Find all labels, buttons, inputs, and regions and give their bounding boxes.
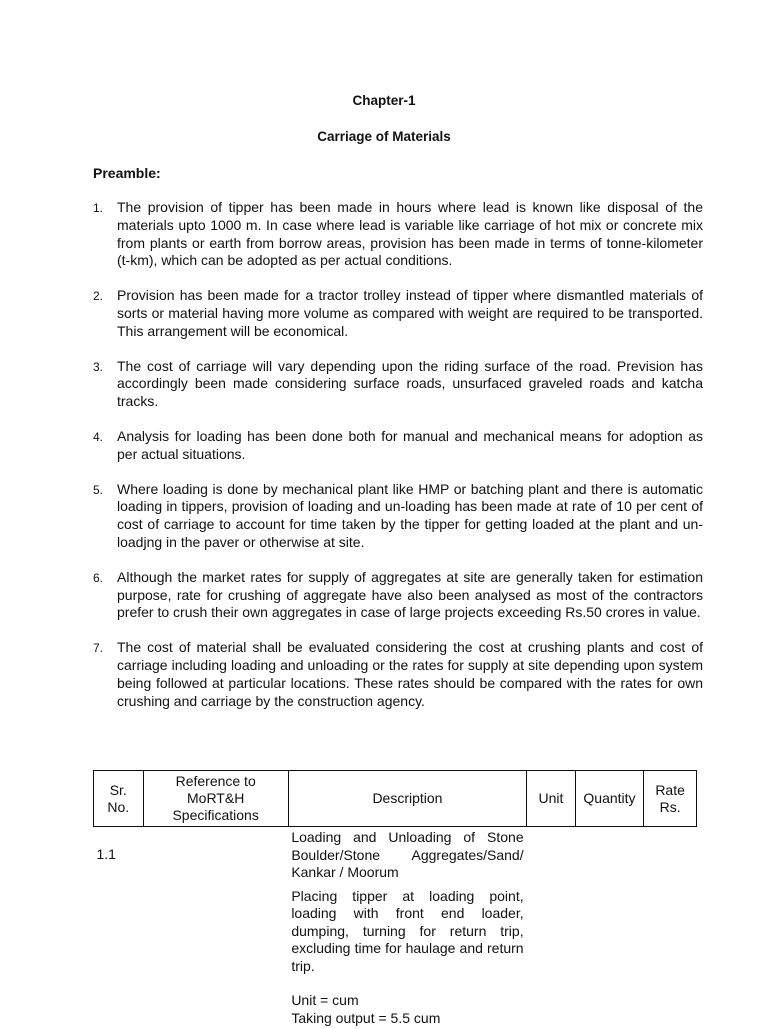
row-unit-line: Unit = cum (291, 992, 523, 1010)
list-text: Where loading is done by mechanical plant like HMP or batching plant and there is automatic loading in tippers, provision of loading and un-loading has been made at rate of 10 per cent of cost of carriage to account for time taken by the tipper for getting loaded at the plant and un-loadjng in the paver or otherwise at site. (117, 481, 703, 552)
list-text: The cost of material shall be evaluated considering the cost at crushing plants and cost of carriage including loading and unloading or the rates for supply at site depending upon system being followed at particular locations. These rates should be compared with the rates for own crushing and carriage by the construction agency. (117, 639, 703, 710)
list-item (93, 569, 703, 622)
cell-reference (143, 827, 288, 1029)
cell-quantity (575, 827, 644, 1029)
row-detail: Placing tipper at loading point, loading with front end loader, dumping, turning for return trip, excluding time for haulage and return trip. (291, 888, 523, 976)
table-row (94, 827, 697, 1029)
list-number: 5. (93, 482, 103, 500)
list-item (93, 287, 703, 340)
row-title: Loading and Unloading of Stone Boulder/Stone Aggregates/Sand/ Kankar / Moorum (291, 829, 523, 880)
list-text: Although the market rates for supply of aggregates at site are generally taken for estimation purpose, rate for crushing of aggregate have also been analysed as most of the contractors prefer to crush their own aggregates in case of large projects exceeding Rs.50 crores in value. (117, 569, 703, 622)
header-rate: Rate Rs. (644, 771, 697, 827)
preamble-label: Preamble: (93, 165, 161, 181)
list-number: 7. (93, 640, 103, 658)
cell-description (288, 827, 526, 1029)
row-output-line: Taking output = 5.5 cum (291, 1010, 523, 1028)
header-unit: Unit (527, 771, 576, 827)
list-text: Provision has been made for a tractor trolley instead of tipper where dismantled materials of sorts or material having more volume as compared with weight are required to be transported. This arrangement will be economical. (117, 287, 703, 340)
list-item (93, 199, 703, 270)
header-reference: Reference to MoRT&H Specifications (143, 771, 288, 827)
cell-rate (644, 827, 697, 1029)
list-number: 4. (93, 429, 103, 447)
list-item (93, 428, 703, 464)
specification-table (93, 770, 697, 1029)
cell-sr-no: 1.1 (94, 827, 144, 1029)
cell-unit (527, 827, 576, 1029)
list-text: Analysis for loading has been done both for manual and mechanical means for adoption as per actual situations. (117, 428, 703, 464)
header-description: Description (288, 771, 526, 827)
list-number: 6. (93, 570, 103, 588)
list-item (93, 358, 703, 411)
list-number: 1. (93, 200, 103, 218)
header-quantity: Quantity (575, 771, 644, 827)
list-item (93, 481, 703, 552)
spacer (291, 975, 523, 992)
list-text: The provision of tipper has been made in hours where lead is known like disposal of the materials upto 1000 m. In case where lead is variable like carriage of hot mix or concrete mix from plants or earth from borrow areas, provision has been made in terms of tonne-kilometer (t-km), which can be adopted as per actual conditions. (117, 199, 703, 270)
preamble-list (93, 199, 703, 727)
list-text: The cost of carriage will vary depending upon the riding surface of the road. Prevision has accordingly been made considering surface roads, unsurfaced graveled roads and katcha tracks. (117, 358, 703, 411)
chapter-heading: Chapter-1 (0, 93, 768, 108)
list-item (93, 639, 703, 710)
list-number: 3. (93, 359, 103, 377)
chapter-title: Carriage of Materials (0, 129, 768, 144)
list-number: 2. (93, 288, 103, 306)
table-header-row (94, 771, 697, 827)
header-sr-no: Sr. No. (94, 771, 144, 827)
